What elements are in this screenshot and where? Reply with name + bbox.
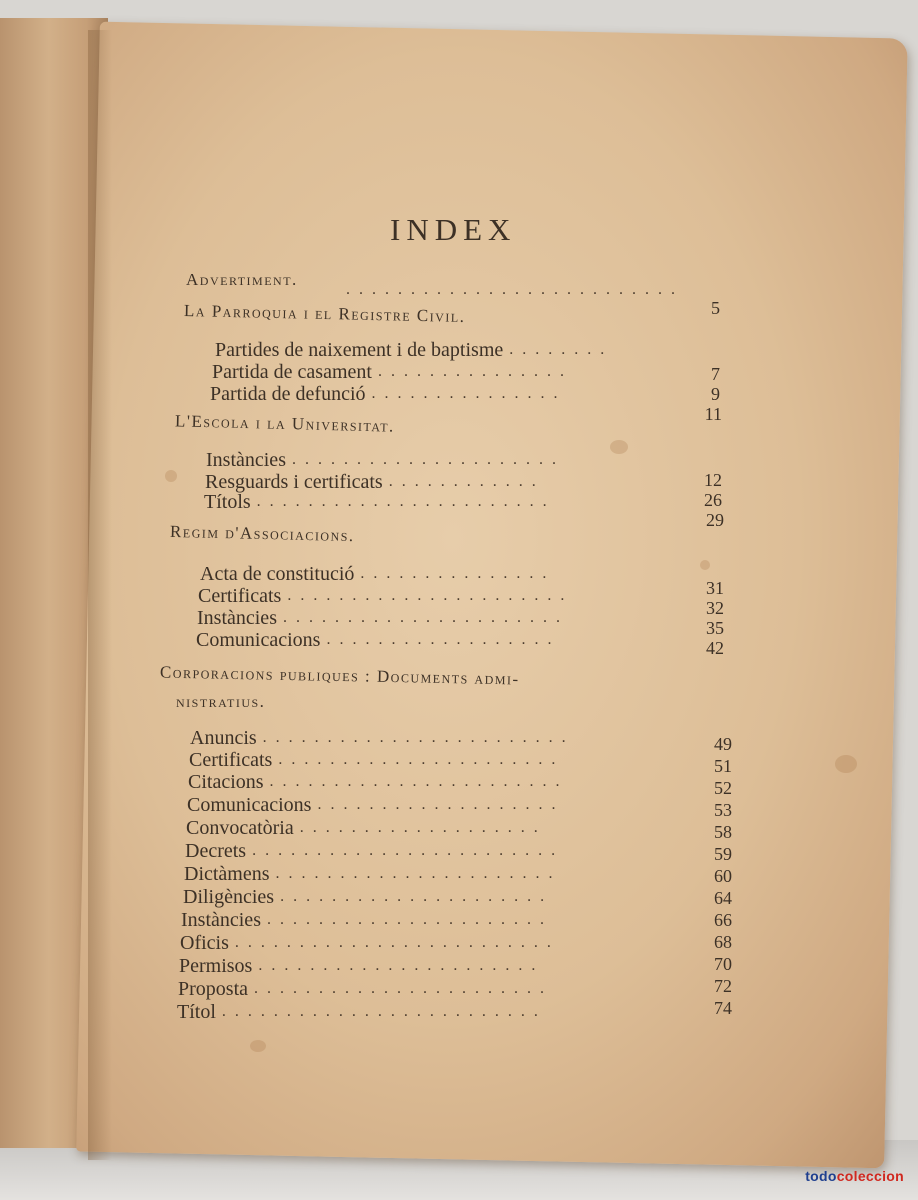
index-entry bbox=[190, 726, 683, 750]
section-heading-continuation: nistratius. bbox=[176, 692, 266, 711]
page-number: 51 bbox=[714, 756, 732, 776]
index-entry bbox=[210, 382, 642, 406]
leader-dots-run: ................... bbox=[317, 796, 565, 813]
index-entry bbox=[212, 360, 638, 384]
page-number: 32 bbox=[706, 598, 724, 618]
page-number: 66 bbox=[714, 910, 732, 930]
section-heading: Advertiment. bbox=[186, 270, 298, 289]
entry-label: Partides de naixement i de baptisme bbox=[215, 339, 504, 361]
page-number: 26 bbox=[704, 490, 722, 510]
entry-label: Comunicacions bbox=[187, 794, 312, 816]
index-entry bbox=[177, 1000, 662, 1024]
leader-dots-run: ...................... bbox=[275, 865, 562, 882]
leader-dots-run: .......................... bbox=[346, 281, 684, 298]
page-number: 64 bbox=[714, 888, 732, 908]
section-heading: Regim d'Associacions. bbox=[169, 521, 355, 546]
index-entry bbox=[178, 977, 654, 1001]
leader-dots-run: ............ bbox=[388, 473, 545, 490]
entry-label: Certificats bbox=[198, 585, 282, 607]
page-number: 12 bbox=[704, 470, 722, 490]
entry-label: Instàncies bbox=[197, 607, 277, 629]
index-entry bbox=[184, 862, 666, 886]
entry-label: Títols bbox=[204, 491, 251, 513]
page-number: 60 bbox=[714, 866, 732, 886]
section-heading: Corporacions publiques : Documents admi- bbox=[159, 662, 520, 689]
leader-dots-run: ....................... bbox=[254, 980, 553, 997]
entry-label: Citacions bbox=[188, 771, 264, 793]
index-entry bbox=[186, 816, 640, 840]
index-entry bbox=[181, 908, 657, 932]
page-number: 52 bbox=[714, 778, 732, 798]
entry-label: Títol bbox=[177, 1001, 216, 1023]
index-entry bbox=[215, 338, 639, 362]
entry-label: Diligències bbox=[183, 886, 275, 908]
entry-label: Resguards i certificats bbox=[205, 471, 383, 493]
index-entry bbox=[180, 931, 675, 955]
leader-dots-run: ....................... bbox=[256, 493, 556, 510]
leader-dots-run: ................... bbox=[299, 819, 547, 836]
leader-dots-run: ...................... bbox=[282, 609, 569, 626]
entry-label: Anuncis bbox=[190, 727, 257, 749]
index-entry bbox=[198, 584, 667, 608]
leader-dots-run: ...................... bbox=[266, 911, 553, 928]
index-entry bbox=[197, 606, 663, 630]
leader-dots-run: ....................... bbox=[269, 773, 569, 790]
leader-dots-run: ..................... bbox=[280, 888, 554, 905]
entry-label: Decrets bbox=[185, 840, 247, 862]
page-number: 11 bbox=[704, 404, 722, 424]
page-number: 5 bbox=[711, 298, 720, 318]
entry-label: Convocatòria bbox=[186, 817, 294, 839]
entry-label: Oficis bbox=[180, 932, 229, 954]
leader-dots-run: ..................... bbox=[291, 451, 565, 468]
index-entry bbox=[188, 770, 670, 794]
leader-dots-run: ............... bbox=[360, 565, 556, 582]
leader-dots-run: ...................... bbox=[287, 587, 574, 604]
leader-dots-run: ...................... bbox=[258, 957, 545, 974]
watermark-part-2: coleccion bbox=[836, 1168, 904, 1184]
page-number: 35 bbox=[706, 618, 724, 638]
leader-dots-run: ............... bbox=[377, 363, 573, 380]
leader-dots-run: ........................ bbox=[252, 842, 565, 859]
index-entry bbox=[206, 448, 662, 472]
page-number: 31 bbox=[706, 578, 724, 598]
leader-dots bbox=[340, 278, 686, 302]
page-number: 7 bbox=[711, 364, 720, 384]
page-number: 42 bbox=[706, 638, 724, 658]
page-number: 72 bbox=[714, 976, 732, 996]
page-number: 49 bbox=[714, 734, 732, 754]
leader-dots-run: ......................... bbox=[234, 934, 560, 951]
entry-label: Acta de constitució bbox=[200, 563, 355, 585]
section-heading: La Parroquia i el Registre Civil. bbox=[183, 301, 466, 326]
watermark-logo bbox=[805, 1168, 904, 1184]
leader-dots-run: ......................... bbox=[221, 1003, 547, 1020]
index-title: INDEX bbox=[390, 212, 517, 247]
entry-label: Dictàmens bbox=[184, 863, 270, 885]
watermark-part-1: todo bbox=[805, 1168, 837, 1184]
entry-label: Comunicacions bbox=[196, 629, 321, 651]
page-number: 53 bbox=[714, 800, 732, 820]
page-number: 59 bbox=[714, 844, 732, 864]
page-number: 29 bbox=[706, 510, 724, 530]
page-number: 74 bbox=[714, 998, 732, 1018]
index-entry bbox=[187, 793, 647, 817]
entry-label: Certificats bbox=[189, 749, 273, 771]
entry-label: Permisos bbox=[179, 955, 253, 977]
index-entry bbox=[179, 954, 648, 978]
entry-label: Instàncies bbox=[206, 449, 286, 471]
index-entry bbox=[200, 562, 620, 586]
index-entry bbox=[204, 490, 667, 514]
entry-label: Partida de casament bbox=[212, 361, 372, 383]
entry-label: Partida de defunció bbox=[210, 383, 366, 405]
leader-dots-run: ............... bbox=[371, 385, 567, 402]
entry-label: Proposta bbox=[178, 978, 248, 1000]
entry-label: Instàncies bbox=[181, 909, 261, 931]
leader-dots-run: ........ bbox=[509, 341, 614, 358]
leader-dots-run: .................. bbox=[326, 631, 561, 648]
index-entry bbox=[196, 628, 646, 652]
index-entry bbox=[189, 748, 658, 772]
page-number: 9 bbox=[711, 384, 720, 404]
page-number: 68 bbox=[714, 932, 732, 952]
section-heading: L'Escola i la Universitat. bbox=[174, 411, 396, 436]
page-number: 70 bbox=[714, 954, 732, 974]
index-entry bbox=[185, 839, 672, 863]
leader-dots-run: ........................ bbox=[262, 729, 575, 746]
index-entry bbox=[183, 885, 650, 909]
page-number: 58 bbox=[714, 822, 732, 842]
leader-dots-run: ...................... bbox=[278, 751, 565, 768]
